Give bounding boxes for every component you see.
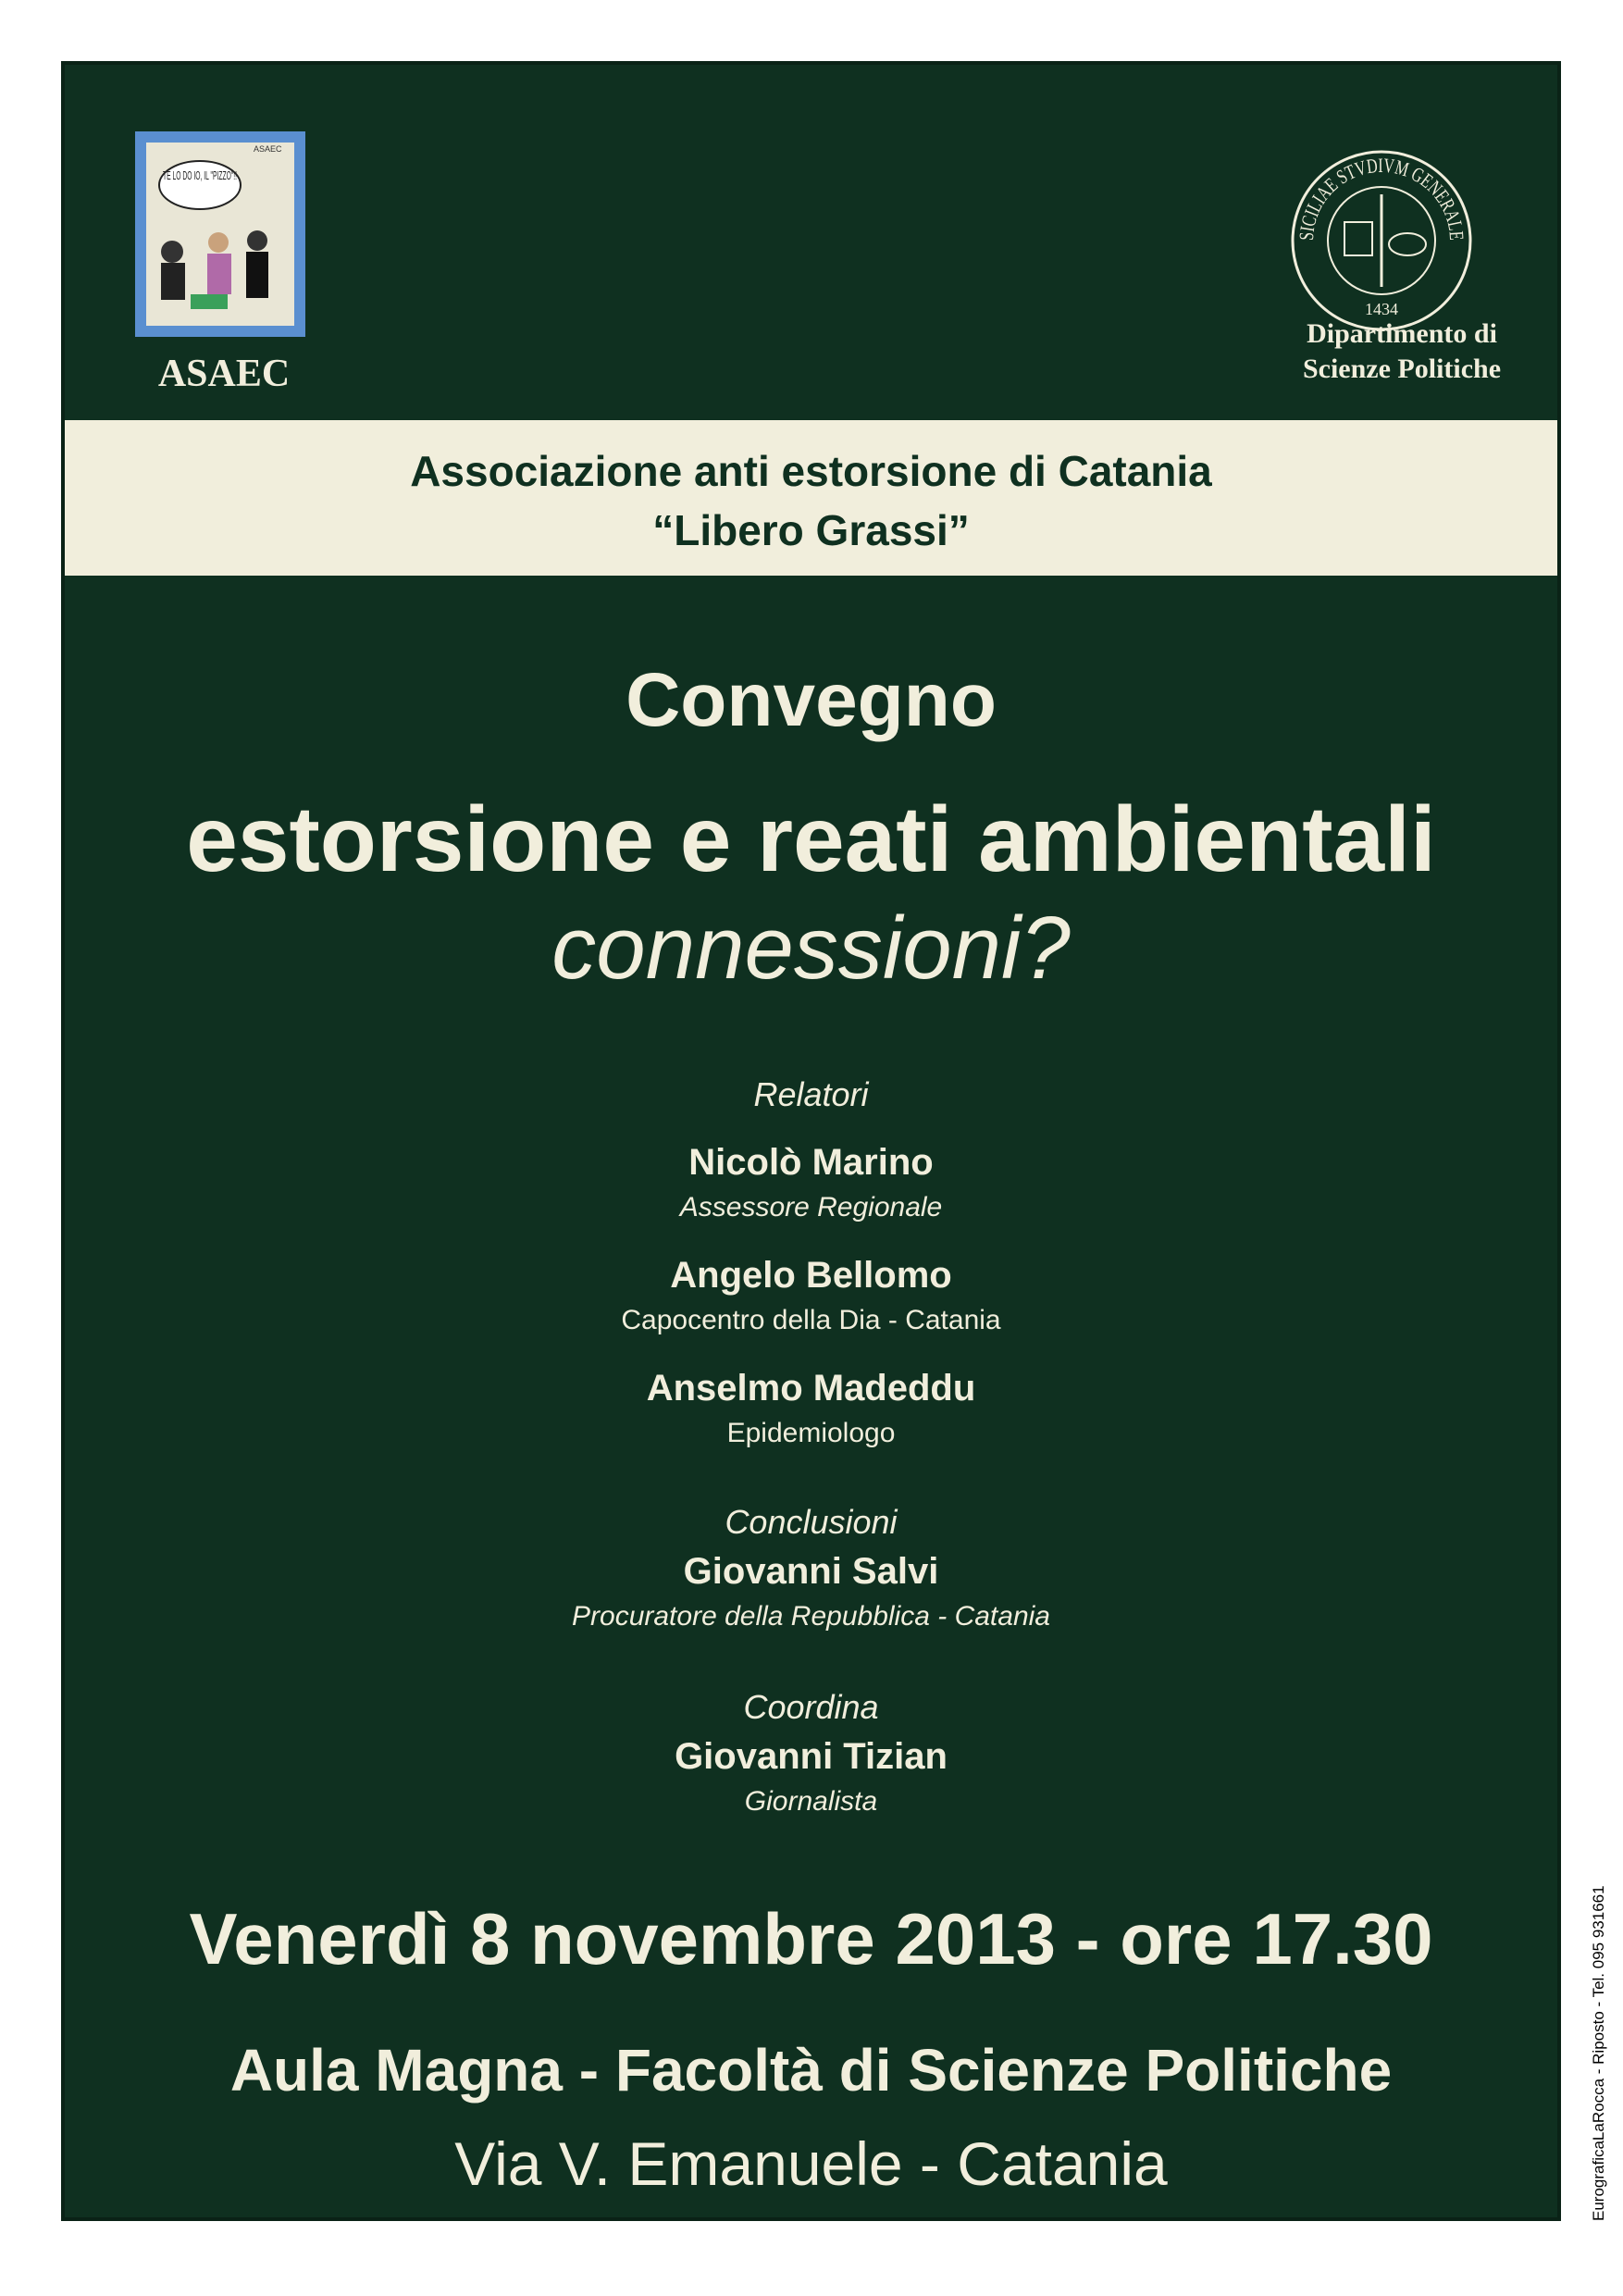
cartoon-mini-label: ASAEC bbox=[254, 144, 282, 154]
association-band bbox=[65, 420, 1557, 576]
event-kind: Convegno bbox=[626, 658, 997, 742]
department-line-1: Dipartimento di bbox=[1307, 318, 1497, 349]
speaker-name: Angelo Bellomo bbox=[670, 1255, 952, 1296]
association-subname: “Libero Grassi” bbox=[652, 506, 970, 554]
moderator-label: Coordina bbox=[743, 1688, 879, 1726]
moderator-role: Giornalista bbox=[744, 1786, 878, 1817]
printer-credit: EurograficaLaRocca - Riposto - Tel. 095 931661 bbox=[1590, 1885, 1607, 2221]
event-address: Via V. Emanuele - Catania bbox=[454, 2129, 1168, 2198]
conclusions-role: Procuratore della Repubblica - Catania bbox=[572, 1601, 1050, 1632]
conclusions-name: Giovanni Salvi bbox=[683, 1551, 939, 1592]
cartoon-caption: TE LO DO IO, IL "PIZZO"!! bbox=[163, 168, 237, 182]
moderator-name: Giovanni Tizian bbox=[675, 1736, 948, 1777]
speaker-role: Epidemiologo bbox=[726, 1418, 896, 1448]
association-name: Associazione anti estorsione di Catania bbox=[410, 447, 1212, 495]
event-subtitle: connessioni? bbox=[551, 899, 1071, 998]
speakers-label: Relatori bbox=[753, 1075, 869, 1113]
seal-text: SICILIAE STVDIVM GENERALE bbox=[1294, 153, 1469, 244]
asaec-cartoon-logo bbox=[135, 131, 305, 337]
speaker-name: Anselmo Madeddu bbox=[646, 1368, 976, 1409]
event-venue: Aula Magna - Facoltà di Scienze Politiche bbox=[229, 2037, 1393, 2104]
speaker-role: Assessore Regionale bbox=[679, 1192, 943, 1222]
department-line-2: Scienze Politiche bbox=[1302, 354, 1502, 384]
event-date-time: Venerdì 8 novembre 2013 - ore 17.30 bbox=[189, 1898, 1433, 1980]
poster bbox=[61, 61, 1561, 2221]
conclusions-label: Conclusioni bbox=[725, 1503, 898, 1541]
seal-year: 1434 bbox=[1365, 300, 1398, 318]
university-seal bbox=[1289, 148, 1474, 333]
event-title: estorsione e reati ambientali bbox=[186, 788, 1436, 891]
speaker-role: Capocentro della Dia - Catania bbox=[621, 1305, 1001, 1335]
speaker-name: Nicolò Marino bbox=[688, 1142, 934, 1183]
department-label bbox=[1263, 316, 1541, 387]
asaec-label: ASAEC bbox=[157, 353, 291, 395]
